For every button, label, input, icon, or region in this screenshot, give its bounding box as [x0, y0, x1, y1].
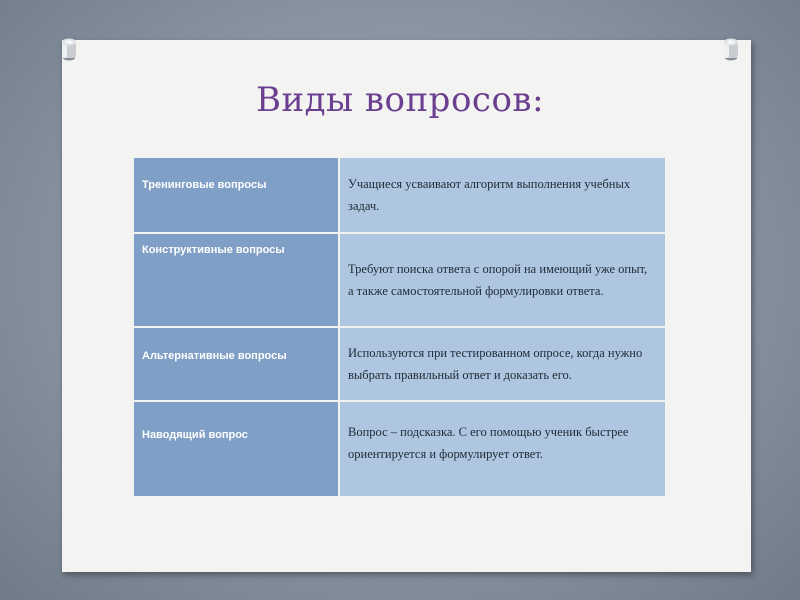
- question-description: Требуют поиска ответа с опорой на имеющий уже опыт, а также самостоятельной формулировки ответа.: [348, 262, 648, 298]
- question-type-cell: [134, 401, 339, 496]
- question-description-cell: [339, 327, 665, 401]
- question-description-cell: [339, 233, 665, 327]
- question-type-label: Альтернативные вопросы: [142, 350, 287, 362]
- question-type-cell: [134, 233, 339, 327]
- question-type-label: Наводящий вопрос: [142, 429, 248, 441]
- question-type-cell: [134, 327, 339, 401]
- pushpin-icon: [58, 34, 80, 62]
- pushpin-icon: [720, 34, 742, 62]
- question-types-table: [134, 158, 665, 496]
- table-row: [134, 327, 665, 401]
- table-row: [134, 158, 665, 233]
- question-type-cell: [134, 158, 339, 233]
- table-row: [134, 401, 665, 496]
- table-row: [134, 233, 665, 327]
- question-type-label: Тренинговые вопросы: [142, 179, 267, 191]
- slide-title: Виды вопросов:: [255, 80, 545, 120]
- question-description: Вопрос – подсказка. С его помощью ученик быстрее ориентируется и формулирует ответ.: [348, 425, 629, 461]
- question-description-cell: [339, 401, 665, 496]
- question-description: Используются при тестированном опросе, когда нужно выбрать правильный ответ и доказать его.: [348, 346, 643, 382]
- question-description-cell: [339, 158, 665, 233]
- question-type-label: Конструктивные вопросы: [142, 244, 285, 256]
- question-description: Учащиеся усваивают алгоритм выполнения учебных задач.: [348, 177, 631, 213]
